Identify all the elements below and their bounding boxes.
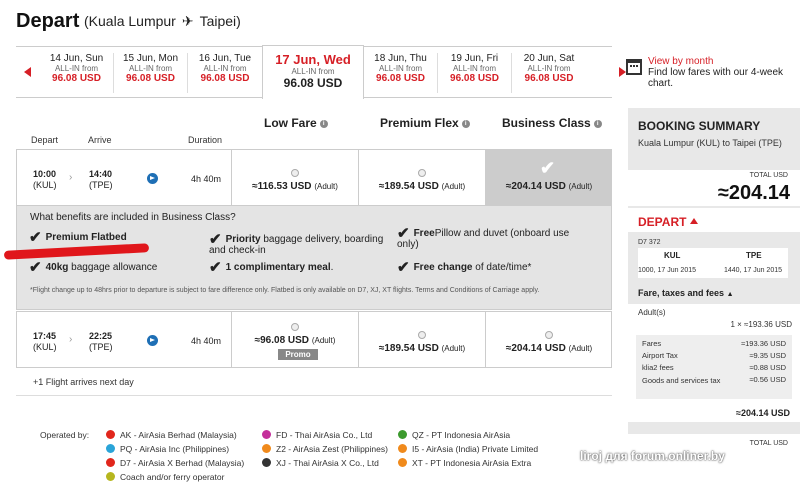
date-label: 18 Jun, Thu [374,53,427,64]
date-label: 16 Jun, Tue [198,53,252,64]
watermark-text: liroj для forum.onliner.by [580,449,725,463]
date-option[interactable] [438,53,512,93]
operator-item: Z2 - AirAsia Zest (Philippines) [262,444,388,454]
business-class-option[interactable] [485,312,612,367]
check-icon: ✔ [29,259,42,276]
fare-price: ≈204.14 USD (Adult) [505,181,593,192]
operator-item: D7 - AirAsia X Berhad (Malaysia) [106,458,244,468]
to-code: TPE [746,251,762,260]
calendar-icon [626,59,642,75]
fee-value: ≈0.56 USD [749,375,786,384]
flight-details-icon[interactable] [147,335,158,346]
date-selector-bar [16,46,612,98]
fee-value: ≈0.88 USD [749,363,786,372]
depart-section-toggle[interactable]: DEPART [638,215,698,229]
business-benefits-panel [16,205,612,310]
fare-price: ≈189.54 USD (Adult) [378,181,466,192]
selected-date-option[interactable] [262,45,364,99]
view-by-month-desc: Find low fares with our 4-week chart. [648,67,784,89]
benefit-item: ✔ Premium Flatbed [29,229,127,246]
airline-logo-icon [398,444,407,453]
duration-col-header: Duration [188,135,223,145]
benefit-item: ✔ Priority baggage delivery, boarding and check-in [209,231,384,256]
benefit-item: ✔ 1 complimentary meal. [209,259,334,276]
date-option[interactable] [512,53,586,93]
fare-radio[interactable] [545,331,553,339]
adult-label: Adult(s) [638,308,666,317]
info-icon[interactable]: i [462,120,470,128]
prev-dates-arrow-icon[interactable] [24,67,31,77]
flight-number: D7 372 [638,239,661,246]
date-price: 96.08 USD [450,73,499,84]
date-label: 15 Jun, Mon [122,53,179,64]
date-price: 96.08 USD [376,73,425,84]
date-label: 17 Jun, Wed [275,52,351,67]
info-icon[interactable]: i [320,120,328,128]
view-by-month-link[interactable]: View by month [648,56,714,67]
destination-city: Taipei [199,13,237,29]
info-icon[interactable]: i [594,120,602,128]
arrive-time: 22:25 (TPE) [89,331,113,352]
booking-summary-title: BOOKING SUMMARY [638,119,761,133]
date-label: 14 Jun, Sun [49,53,104,64]
summary-route: Kuala Lumpur (KUL) to Taipei (TPE) [638,138,782,148]
flight-row [16,311,612,368]
operator-item: PQ - AirAsia Inc (Philippines) [106,444,229,454]
arrive-col-header: Arrive [88,135,112,145]
check-icon: ✔ [397,259,410,276]
divider [16,395,612,396]
airline-logo-icon [262,458,271,467]
benefit-item: ✔ Free change of date/time* [397,259,532,276]
fare-radio[interactable] [418,169,426,177]
to-time: 1440, 17 Jun 2015 [724,267,782,274]
operator-item: XT - PT Indonesia AirAsia Extra [398,458,531,468]
all-in-label: ALL-IN from [527,64,571,73]
flight-row [16,149,612,206]
operator-item: QZ - PT Indonesia AirAsia [398,430,510,440]
operator-item: FD - Thai AirAsia Co., Ltd [262,430,372,440]
fare-taxes-toggle[interactable]: Fare, taxes and fees ▲ [638,288,734,298]
operator-item: AK - AirAsia Berhad (Malaysia) [106,430,237,440]
low-fare-header: Low Fare i [264,116,328,130]
date-price: 96.08 USD [524,73,574,84]
chevron-right-icon: › [69,172,73,183]
fee-value: ≈9.35 USD [749,351,786,360]
date-option[interactable] [364,53,438,93]
adult-price-line: 1 × ≈193.36 USD [730,320,792,329]
depart-col-header: Depart [31,135,59,145]
fee-label: Fares [642,339,662,348]
arrive-time: 14:40 (TPE) [89,169,113,190]
low-fare-option[interactable] [231,312,358,367]
business-class-option[interactable] [485,150,612,205]
fare-price: ≈204.14 USD (Adult) [505,343,593,354]
flight-duration: 4h 40m [191,336,222,346]
fare-price: ≈96.08 USD (Adult) [254,335,336,346]
date-label: 20 Jun, Sat [523,53,575,64]
fee-label: Goods and services tax [642,376,721,385]
airline-logo-icon [106,444,115,453]
operator-item: Coach and/or ferry operator [106,472,224,482]
operated-by-label: Operated by: [40,430,90,440]
date-price: 96.08 USD [200,73,250,84]
next-dates-arrow-icon[interactable] [619,67,626,77]
check-icon: ✔ [397,225,410,242]
fare-radio[interactable] [291,323,299,331]
promo-badge: Promo [278,349,318,360]
benefit-item: ✔ FreePillow and duvet (onboard use only) [397,225,570,250]
plane-icon: ✈ [181,13,194,29]
from-time: 1000, 17 Jun 2015 [638,267,696,274]
benefits-footnote: *Flight change up to 48hrs prior to departure is subject to fare difference only. Flatbed is only available on D7, XJ, XT flights. Terms and Conditions of Carriage apply. [30,287,540,294]
coach-ferry-icon [106,472,115,481]
fare-price: ≈189.54 USD (Adult) [378,343,466,354]
date-option[interactable] [114,53,188,93]
date-price: 96.08 USD [52,73,101,84]
depart-time: 17:45 (KUL) [33,331,57,352]
date-label: 19 Jun, Fri [450,53,499,64]
premium-flex-option[interactable] [358,150,485,205]
check-icon: ✔ [29,229,42,246]
fee-label: klia2 fees [642,363,674,372]
all-in-label: ALL-IN from [378,64,423,73]
fare-radio[interactable] [418,331,426,339]
total-label: TOTAL USD [749,440,788,447]
all-in-label: ALL-IN from [203,64,247,73]
all-in-label: ALL-IN from [54,64,99,73]
check-icon: ✔ [209,259,222,276]
airline-logo-icon [398,430,407,439]
low-fare-option[interactable] [231,150,358,205]
benefit-item: ✔ 40kg baggage allowance [29,259,158,276]
airline-logo-icon [262,444,271,453]
airline-logo-icon [262,430,271,439]
operator-item: I5 - AirAsia (India) Private Limited [398,444,538,454]
operator-item: XJ - Thai AirAsia X Co., Ltd [262,458,379,468]
premium-flex-option[interactable] [358,312,485,367]
flight-duration: 4h 40m [191,174,222,184]
date-option[interactable] [40,53,114,93]
page-title: Depart [16,10,80,32]
fee-label: Airport Tax [642,351,678,360]
total-amount: ≈204.14 [717,182,790,204]
from-code: KUL [664,251,681,260]
origin-city: Kuala Lumpur [88,13,176,29]
flight-details-icon[interactable] [147,173,158,184]
route-label: (Kuala Lumpur ✈ Taipei) [84,13,241,29]
all-in-label: ALL-IN from [291,67,335,76]
date-option[interactable] [188,53,262,93]
benefits-question: What benefits are included in Business Class? [30,212,236,223]
airline-logo-icon [106,430,115,439]
check-icon: ✔ [209,231,222,248]
all-in-label: ALL-IN from [128,64,173,73]
fare-price: ≈116.53 USD (Adult) [252,181,338,192]
date-price: 96.08 USD [126,73,175,84]
fee-value: ≈193.36 USD [741,339,786,348]
chevron-right-icon: › [69,334,73,345]
collapse-arrow-icon [690,218,698,224]
business-class-header: Business Class i [502,116,602,130]
airline-logo-icon [398,458,407,467]
total-label: TOTAL USD [749,172,788,179]
all-in-label: ALL-IN from [452,64,497,73]
premium-flex-header: Premium Flex i [380,116,470,130]
fare-radio[interactable] [291,169,299,177]
next-day-note: +1 Flight arrives next day [33,377,134,387]
airline-logo-icon [106,458,115,467]
depart-time: 10:00 (KUL) [33,169,57,190]
date-price: 96.08 USD [283,76,343,90]
booking-summary [628,108,800,481]
segment-subtotal: ≈204.14 USD [736,408,790,418]
checkmark-icon: ✔ [540,158,556,178]
